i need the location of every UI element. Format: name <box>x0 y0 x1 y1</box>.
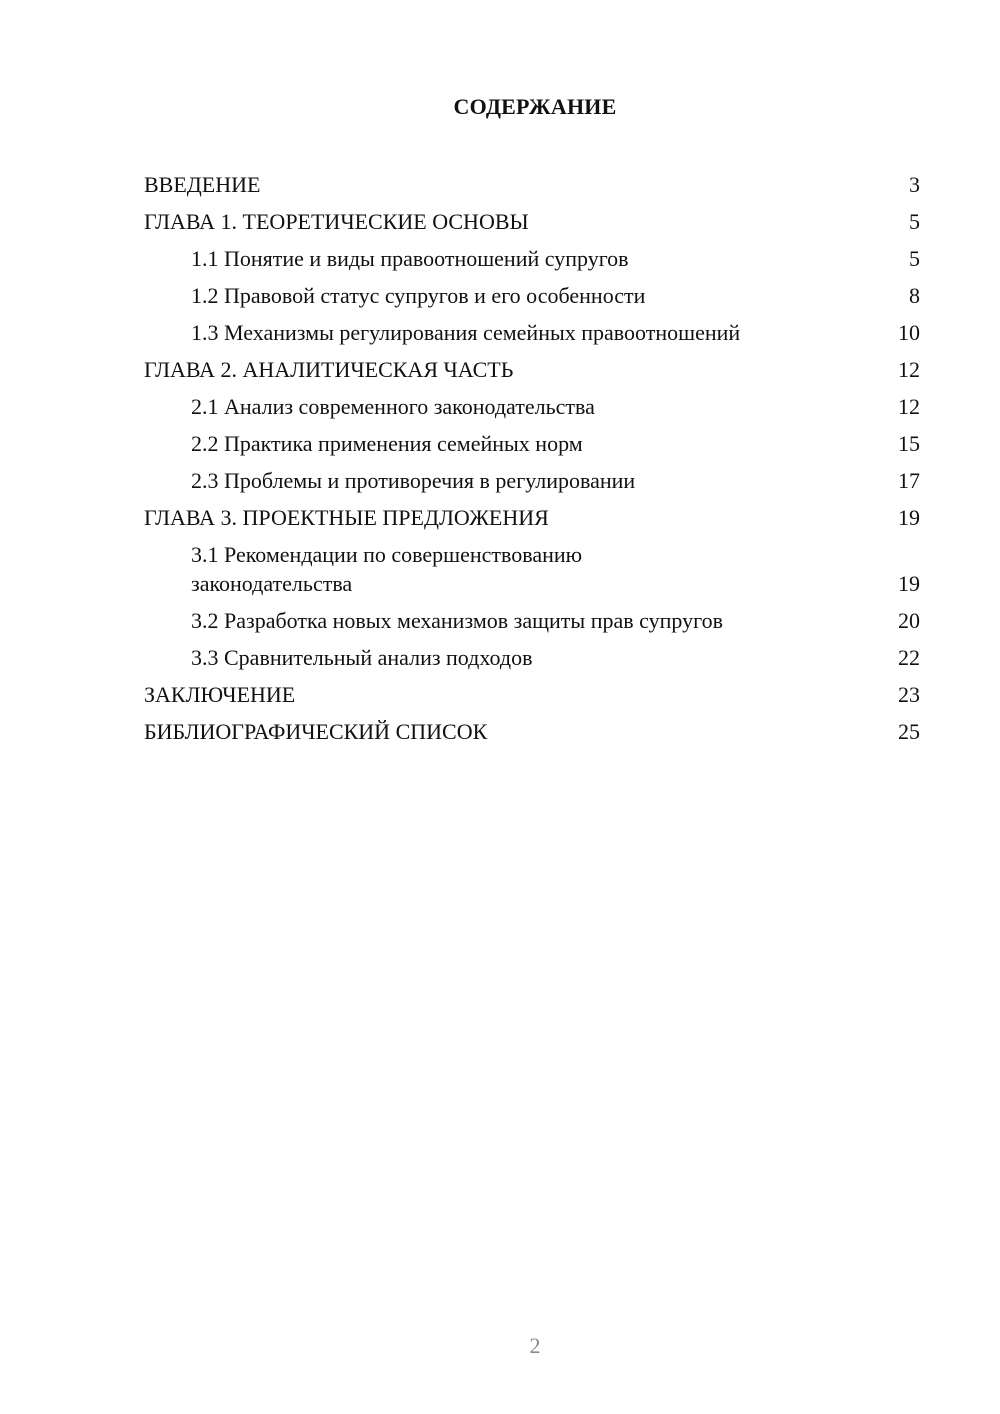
toc-entry-label-line: законодательства <box>191 571 353 596</box>
toc-entry-section-3-3 <box>144 643 920 672</box>
toc-entry-page: 12 <box>898 394 920 419</box>
toc-entry-page: 12 <box>898 357 920 382</box>
toc-entry-label: ЗАКЛЮЧЕНИЕ <box>144 682 296 707</box>
toc-entry-label <box>191 540 890 598</box>
toc-entry-section-2-2 <box>144 429 920 458</box>
toc-entry-label: БИБЛИОГРАФИЧЕСКИЙ СПИСОК <box>144 719 488 744</box>
toc-entry-page: 25 <box>898 719 920 744</box>
toc-entry-page: 17 <box>898 468 920 493</box>
toc-entry-section-3-1 <box>144 540 920 598</box>
toc-entry-conclusion <box>144 680 920 709</box>
toc-entry-page: 8 <box>909 283 920 308</box>
toc-entry-page: 19 <box>898 571 920 596</box>
toc-entry-section-3-2 <box>144 606 920 635</box>
toc-entry-page: 5 <box>909 246 920 271</box>
page-title: СОДЕРЖАНИЕ <box>453 94 617 119</box>
toc-entry-label: 2.1 Анализ современного законодательства <box>191 394 595 419</box>
page-number: 2 <box>529 1333 541 1358</box>
toc-entry-label: 1.1 Понятие и виды правоотношений супругов <box>191 246 629 271</box>
toc-entry-section-1-3 <box>144 318 920 347</box>
toc-entry-section-1-1 <box>144 244 920 273</box>
table-of-contents <box>144 170 920 754</box>
toc-entry-label: 1.2 Правовой статус супругов и его особенности <box>191 283 646 308</box>
toc-entry-page: 10 <box>898 320 920 345</box>
toc-entry-chapter-1 <box>144 207 920 236</box>
toc-entry-label: 2.3 Проблемы и противоречия в регулировании <box>191 468 636 493</box>
toc-entry-page: 15 <box>898 431 920 456</box>
toc-entry-page: 23 <box>898 682 920 707</box>
toc-entry-label: 3.3 Сравнительный анализ подходов <box>191 645 533 670</box>
toc-entry-section-1-2 <box>144 281 920 310</box>
toc-entry-label: 1.3 Механизмы регулирования семейных правоотношений <box>191 320 741 345</box>
toc-entry-chapter-3 <box>144 503 920 532</box>
toc-entry-label: ГЛАВА 3. ПРОЕКТНЫЕ ПРЕДЛОЖЕНИЯ <box>144 505 549 530</box>
toc-entry-page: 5 <box>909 209 920 234</box>
toc-entry-label-line: 3.1 Рекомендации по совершенствованию <box>191 542 583 567</box>
toc-entry-label: ГЛАВА 2. АНАЛИТИЧЕСКАЯ ЧАСТЬ <box>144 357 514 382</box>
toc-entry-bibliography <box>144 717 920 746</box>
toc-entry-label: ГЛАВА 1. ТЕОРЕТИЧЕСКИЕ ОСНОВЫ <box>144 209 529 234</box>
toc-entry-introduction <box>144 170 920 199</box>
toc-entry-section-2-3 <box>144 466 920 495</box>
toc-entry-page: 20 <box>898 608 920 633</box>
toc-entry-label: 2.2 Практика применения семейных норм <box>191 431 583 456</box>
toc-entry-section-2-1 <box>144 392 920 421</box>
toc-entry-label: 3.2 Разработка новых механизмов защиты прав супругов <box>191 608 723 633</box>
toc-entry-page: 3 <box>909 172 920 197</box>
toc-entry-label: ВВЕДЕНИЕ <box>144 172 261 197</box>
toc-entry-chapter-2 <box>144 355 920 384</box>
toc-entry-page: 19 <box>898 505 920 530</box>
toc-entry-page: 22 <box>898 645 920 670</box>
